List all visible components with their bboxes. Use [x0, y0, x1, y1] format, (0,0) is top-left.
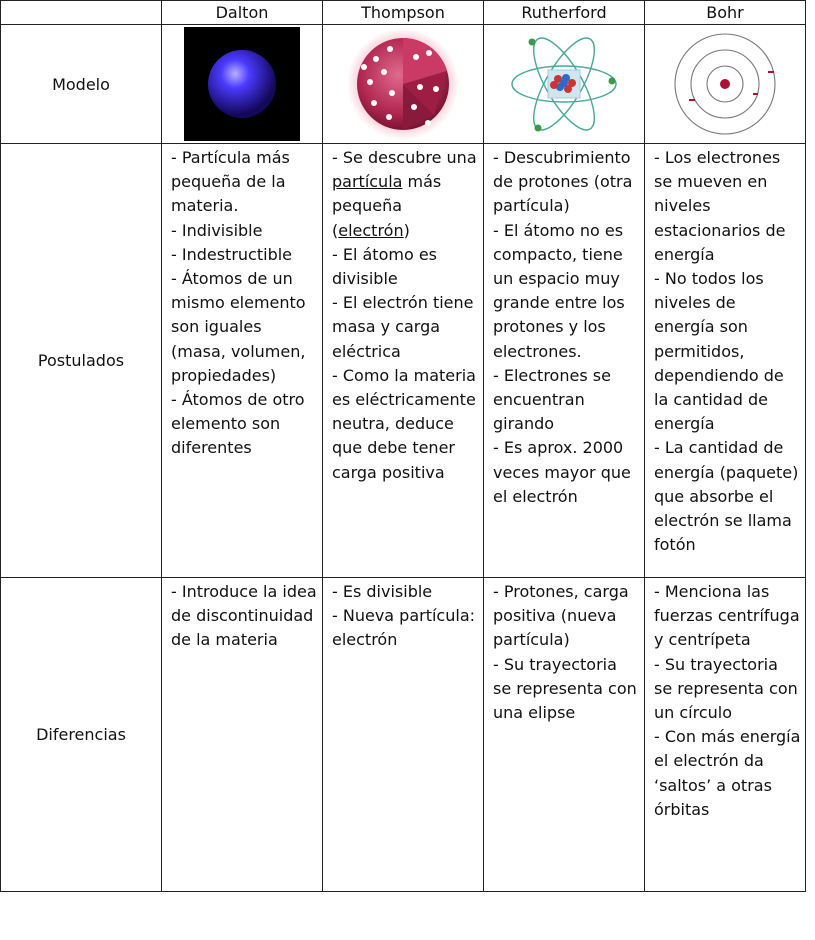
- diferencias-bohr: [645, 578, 806, 892]
- postulado-item: - Partícula más pequeña de la materia.: [171, 148, 290, 216]
- postulado-item: - Los electrones se mueven en niveles estacionarios de energía: [654, 148, 786, 264]
- postulados-bohr: [645, 144, 806, 578]
- thompson-model-cell: [323, 25, 484, 144]
- postulado-item: - Indestructible: [171, 244, 293, 264]
- diferencia-item: - Introduce la idea de discontinuidad de la materia: [171, 582, 317, 650]
- header-thompson: Thompson: [323, 1, 484, 25]
- postulado-item: - Es aprox. 2000 veces mayor que el electrón: [493, 438, 631, 506]
- diferencia-item: - Su trayectoria se representa con una elipse: [493, 654, 637, 723]
- text-fragment: ): [403, 220, 410, 240]
- postulado-item: - Indivisible: [171, 220, 263, 240]
- postulado-item: [332, 146, 479, 243]
- diferencia-item: - Su trayectoria se representa con un círculo: [654, 654, 798, 723]
- thompson-sphere-image: [344, 27, 462, 141]
- diferencia-item: - Nueva partícula: electrón: [332, 606, 476, 650]
- header-empty: [1, 1, 162, 25]
- row-label-modelo: Modelo: [1, 25, 162, 144]
- header-bohr: Bohr: [645, 1, 806, 25]
- postulado-item: - Átomos de otro elemento son diferentes: [171, 390, 305, 458]
- dalton-model-cell: [162, 25, 323, 144]
- postulado-item: - La cantidad de energía (paquete) que absorbe el electrón se llama fotón: [654, 438, 799, 555]
- underlined-particula: partícula: [332, 172, 403, 192]
- diferencia-item: - Es divisible: [332, 582, 433, 601]
- diferencia-item: - Protones, carga positiva (nueva partícula): [493, 582, 629, 650]
- postulado-item: - El átomo no es compacto, tiene un espacio muy grande entre los protones y los electrones.: [493, 220, 625, 361]
- row-label-diferencias: Diferencias: [1, 578, 162, 892]
- postulados-dalton: [162, 144, 323, 578]
- bohr-model-cell: [645, 25, 806, 144]
- diferencias-row: [1, 578, 806, 892]
- postulado-item: - El átomo es divisible: [332, 244, 438, 289]
- postulados-rutherford: [484, 144, 645, 578]
- postulados-row: [1, 144, 806, 578]
- dalton-sphere-image: [184, 27, 300, 141]
- diferencia-item: - Menciona las fuerzas centrífuga y centrípeta: [654, 582, 800, 650]
- rutherford-model-cell: [484, 25, 645, 144]
- text-fragment: más pequeña (: [332, 172, 442, 240]
- underlined-electron: electrón: [338, 220, 404, 240]
- modelo-row: [1, 25, 806, 144]
- header-rutherford: Rutherford: [484, 1, 645, 25]
- diferencias-dalton: [162, 578, 323, 892]
- postulado-item: - No todos los niveles de energía son permitidos, dependiendo de la cantidad de energía: [654, 269, 784, 434]
- diferencia-item: - Con más energía el electrón da ‘saltos’ a otras órbitas: [654, 727, 801, 819]
- postulado-item: - Átomos de un mismo elemento son iguales (masa, volumen, propiedades): [171, 269, 306, 385]
- rutherford-atom-image: [504, 28, 624, 140]
- postulados-thompson: [323, 144, 484, 578]
- postulado-item: - El electrón tiene masa y carga eléctrica: [332, 293, 474, 361]
- diferencias-rutherford: [484, 578, 645, 892]
- header-row: [1, 1, 806, 25]
- postulado-item: - Electrones se encuentran girando: [493, 365, 611, 434]
- diferencias-thompson: [323, 578, 484, 892]
- row-label-postulados: Postulados: [1, 144, 162, 578]
- bohr-atom-image: [667, 28, 783, 140]
- postulado-item: - Como la materia es eléctricamente neutra, deduce que debe tener carga positiva: [332, 365, 476, 482]
- text-fragment: - Se descubre una: [332, 148, 477, 167]
- postulado-item: - Descubrimiento de protones (otra partícula): [493, 148, 633, 216]
- header-dalton: Dalton: [162, 1, 323, 25]
